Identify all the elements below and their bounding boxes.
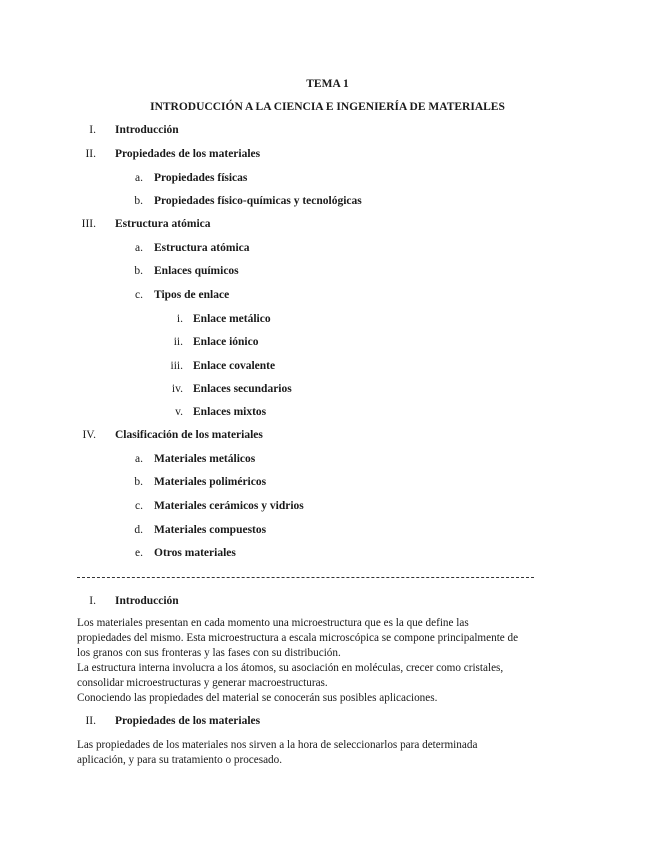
outline-num: b.	[134, 265, 143, 277]
outline-item-polimericos: Materiales poliméricos	[154, 476, 267, 488]
outline-num: a.	[135, 242, 143, 254]
outline-item-estructura-atomica: Estructura atómica	[154, 242, 250, 254]
outline-num: IV.	[82, 429, 96, 441]
outline-num: c.	[135, 289, 143, 301]
outline-item-enlaces-mixtos: Enlaces mixtos	[193, 406, 267, 418]
paragraph-line: propiedades del mismo. Esta microestructura a escala microscópica se compone principalmente de	[77, 632, 519, 644]
outline-num: b.	[134, 195, 143, 207]
outline-item-introduccion: Introducción	[115, 124, 179, 136]
outline-item-propiedades-fisicas: Propiedades físicas	[154, 172, 248, 184]
outline-num: v.	[175, 406, 183, 418]
paragraph-line: Los materiales presentan en cada momento una microestructura que es la que define las	[77, 617, 469, 629]
outline-item-estructura: Estructura atómica	[115, 218, 211, 230]
outline-num: a.	[135, 453, 143, 465]
outline-num: II.	[85, 148, 96, 160]
paragraph-line: consolidar microestructuras y generar macroestructuras.	[77, 677, 328, 689]
paragraph-line: aplicación, y para su tratamiento o procesado.	[77, 754, 283, 766]
outline-num: iii.	[170, 360, 183, 372]
outline-num: a.	[135, 172, 143, 184]
paragraph-line: los granos con sus fronteras y las fases con su distribución.	[77, 647, 341, 659]
tema-number: TEMA 1	[306, 78, 349, 90]
outline-num: iv.	[171, 383, 183, 395]
outline-num: d.	[134, 524, 143, 536]
outline-num: b.	[134, 476, 143, 488]
outline-item-enlaces-secundarios: Enlaces secundarios	[193, 383, 292, 395]
paragraph-line: La estructura interna involucra a los átomos, su asociación en moléculas, crecer como cristales,	[77, 662, 504, 674]
outline-item-enlace-metalico: Enlace metálico	[193, 313, 271, 325]
section-heading-introduccion: Introducción	[115, 595, 179, 607]
outline-item-tipos-enlace: Tipos de enlace	[154, 289, 230, 301]
outline-item-metalicos: Materiales metálicos	[154, 453, 256, 465]
outline-item-enlace-covalente: Enlace covalente	[193, 360, 276, 372]
outline-item-enlaces-quimicos: Enlaces químicos	[154, 265, 239, 277]
outline-num: I.	[89, 124, 96, 136]
outline-item-compuestos: Materiales compuestos	[154, 524, 267, 536]
separator-line	[77, 577, 534, 578]
outline-item-ceramicos: Materiales cerámicos y vidrios	[154, 500, 304, 512]
document-title: INTRODUCCIÓN A LA CIENCIA E INGENIERÍA DE MATERIALES	[150, 101, 505, 113]
section-num: I.	[89, 595, 96, 607]
outline-item-propiedades: Propiedades de los materiales	[115, 148, 261, 160]
outline-num: i.	[176, 313, 183, 325]
outline-num: c.	[135, 500, 143, 512]
outline-item-clasificacion: Clasificación de los materiales	[115, 429, 263, 441]
outline-num: e.	[135, 547, 143, 559]
outline-num: III.	[81, 218, 96, 230]
outline-item-otros: Otros materiales	[154, 547, 236, 559]
outline-num: ii.	[173, 336, 183, 348]
paragraph-line: Las propiedades de los materiales nos sirven a la hora de seleccionarlos para determinada	[77, 739, 478, 751]
outline-item-propiedades-fq: Propiedades físico-químicas y tecnológicas	[154, 195, 362, 207]
section-heading-propiedades: Propiedades de los materiales	[115, 715, 261, 727]
section-num: II.	[85, 715, 96, 727]
paragraph-line: Conociendo las propiedades del material se conocerán sus posibles aplicaciones.	[77, 692, 438, 704]
outline-item-enlace-ionico: Enlace iónico	[193, 336, 259, 348]
